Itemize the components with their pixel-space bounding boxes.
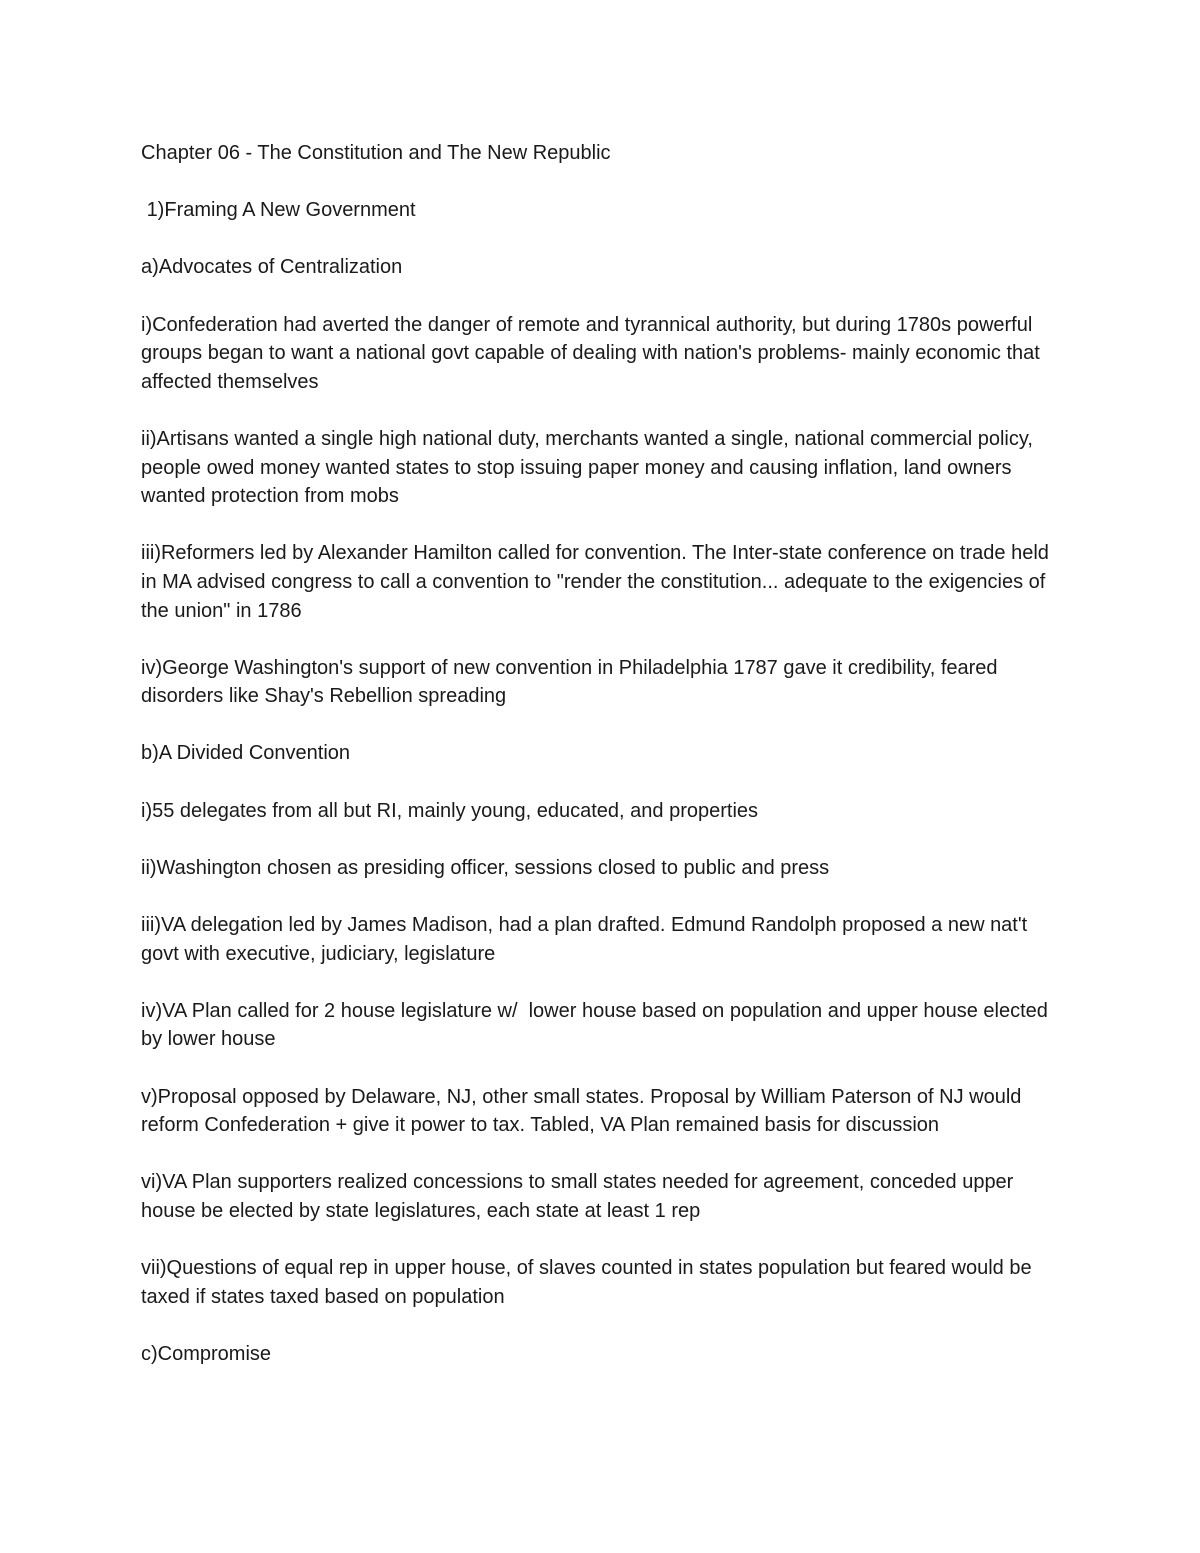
bullet-paragraph: iii)VA delegation led by James Madison, had a plan drafted. Edmund Randolph proposed a new nat't govt with executive, judiciary, legislature — [141, 914, 1033, 965]
subsection-heading: c)Compromise — [141, 1342, 272, 1365]
subsection-heading: b)A Divided Convention — [141, 742, 351, 765]
bullet-paragraph: i)55 delegates from all but RI, mainly young, educated, and properties — [141, 799, 759, 822]
document-title: Chapter 06 - The Constitution and The New Republic — [141, 142, 611, 164]
bullet-paragraph: ii)Artisans wanted a single high national duty, merchants wanted a single, national commercial policy, people owed money wanted states to stop issuing paper money and causing inflation, land owners wanted protection from mobs — [141, 427, 1039, 508]
document-body — [141, 139, 1066, 1369]
section-heading: 1)Framing A New Government — [141, 199, 416, 222]
bullet-paragraph: vii)Questions of equal rep in upper house, of slaves counted in states population but feared would be taxed if states taxed based on population — [141, 1257, 1038, 1308]
bullet-paragraph: vi)VA Plan supporters realized concessions to small states needed for agreement, conceded upper house be elected by state legislatures, each state at least 1 rep — [141, 1171, 1019, 1222]
bullet-paragraph: i)Confederation had averted the danger of remote and tyrannical authority, but during 1780s powerful groups began to want a national govt capable of dealing with nation's problems- mainly economic that affected themselves — [141, 313, 1046, 393]
bullet-paragraph: ii)Washington chosen as presiding officer, sessions closed to public and press — [141, 856, 830, 879]
subsection-heading: a)Advocates of Centralization — [141, 256, 403, 279]
bullet-paragraph: v)Proposal opposed by Delaware, NJ, other small states. Proposal by William Paterson of NJ would reform Confederation + give it power to tax. Tabled, VA Plan remained basis for discussion — [141, 1085, 1027, 1137]
bullet-paragraph: iv)VA Plan called for 2 house legislature w/ lower house based on population and upper house elected by lower house — [141, 999, 1054, 1051]
bullet-paragraph: iii)Reformers led by Alexander Hamilton called for convention. The Inter-state conference on trade held in MA advised congress to call a convention to "render the constitution... adequate to the exigencies of the union" in 1786 — [141, 542, 1055, 622]
bullet-paragraph: iv)George Washington's support of new convention in Philadelphia 1787 gave it credibility, feared disorders like Shay's Rebellion spreading — [141, 656, 1004, 708]
